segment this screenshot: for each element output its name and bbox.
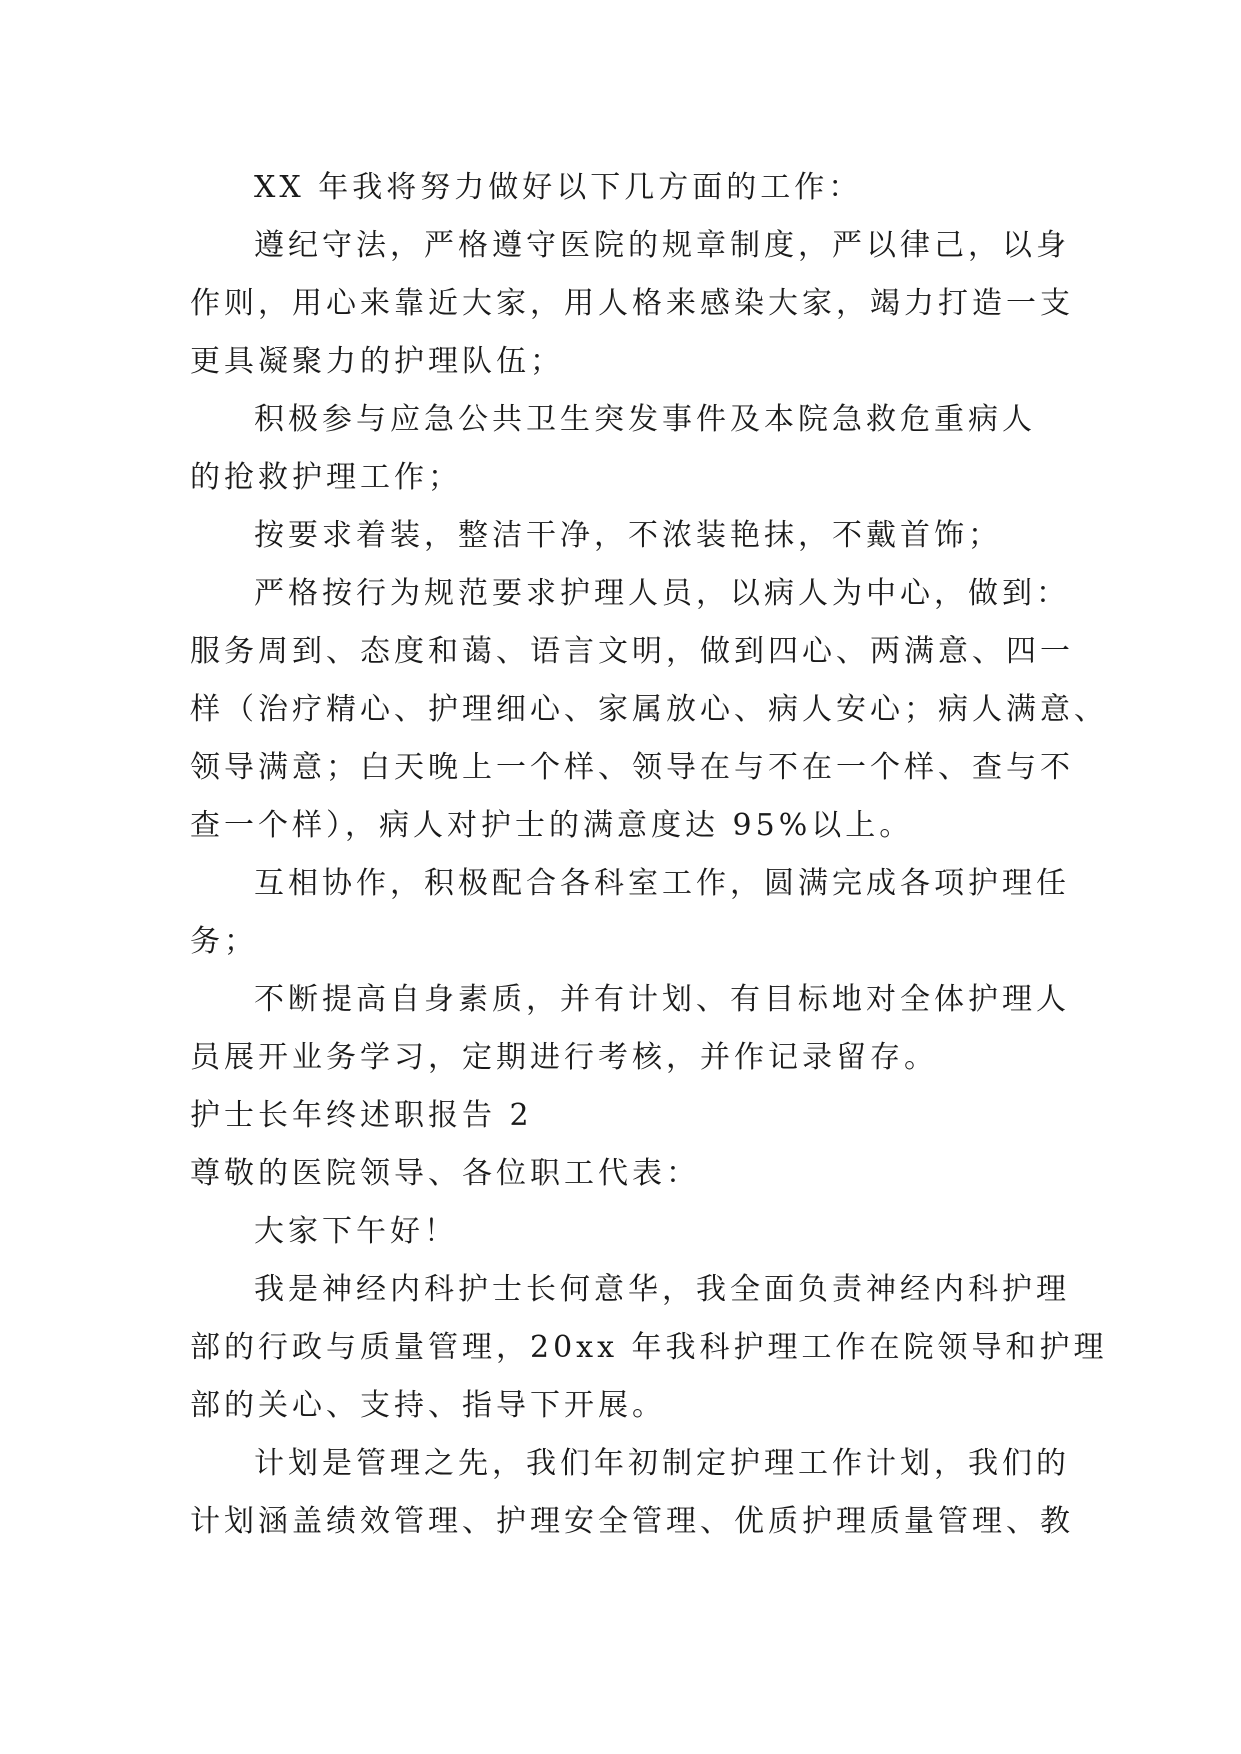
paragraph-discipline-line-2: 作则，用心来靠近大家，用人格来感染大家，竭力打造一支 [190,286,1074,321]
paragraph-discipline-line-3: 更具凝聚力的护理队伍； [190,344,564,379]
paragraph-conduct-line-1: 严格按行为规范要求护理人员，以病人为中心，做到： [254,576,1070,611]
paragraph-emergency-line-1: 积极参与应急公共卫生突发事件及本院急救危重病人 [254,402,1036,437]
section-title: 护士长年终述职报告 2 [190,1098,533,1133]
greeting: 大家下午好！ [254,1214,458,1249]
paragraph-training-line-2: 员展开业务学习，定期进行考核，并作记录留存。 [190,1040,938,1075]
paragraph-conduct-line-3: 样（治疗精心、护理细心、家属放心、病人安心；病人满意、 [190,692,1108,727]
paragraph-planning-line-2: 计划涵盖绩效管理、护理安全管理、优质护理质量管理、教 [190,1504,1074,1539]
paragraph-discipline-line-1: 遵纪守法，严格遵守医院的规章制度，严以律己，以身 [254,228,1070,263]
salutation: 尊敬的医院领导、各位职工代表： [190,1156,700,1191]
paragraph-work-plan-intro: XX 年我将努力做好以下几方面的工作： [254,170,863,205]
paragraph-emergency-line-2: 的抢救护理工作； [190,460,462,495]
paragraph-conduct-line-5: 查一个样），病人对护士的满意度达 95%以上。 [190,808,914,843]
paragraph-intro-line-3: 部的关心、支持、指导下开展。 [190,1388,666,1423]
paragraph-intro-line-1: 我是神经内科护士长何意华，我全面负责神经内科护理 [254,1272,1070,1307]
paragraph-conduct-line-2: 服务周到、态度和蔼、语言文明，做到四心、两满意、四一 [190,634,1074,669]
paragraph-cooperation-line-2: 务； [190,924,258,959]
paragraph-conduct-line-4: 领导满意；白天晚上一个样、领导在与不在一个样、查与不 [190,750,1074,785]
paragraph-dress-code: 按要求着装，整洁干净，不浓装艳抹，不戴首饰； [254,518,1002,553]
paragraph-planning-line-1: 计划是管理之先，我们年初制定护理工作计划，我们的 [254,1446,1070,1481]
paragraph-cooperation-line-1: 互相协作，积极配合各科室工作，圆满完成各项护理任 [254,866,1070,901]
paragraph-training-line-1: 不断提高自身素质，并有计划、有目标地对全体护理人 [254,982,1070,1017]
paragraph-intro-line-2: 部的行政与质量管理，20xx 年我科护理工作在院领导和护理 [190,1330,1108,1365]
